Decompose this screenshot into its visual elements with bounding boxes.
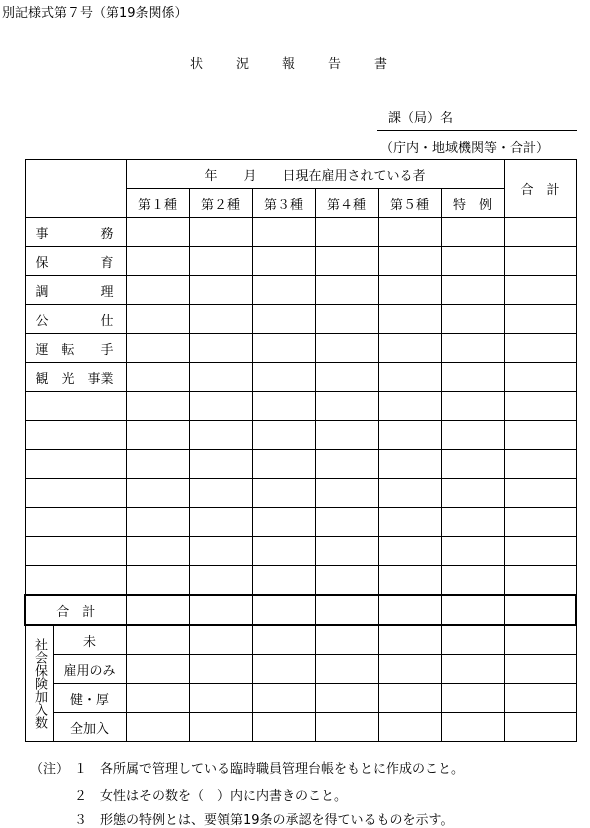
entry-cell[interactable] <box>504 625 576 655</box>
note-text: 形態の特例とは、要領第19条の承認を得ているものを示す。 <box>100 813 454 828</box>
entry-cell[interactable] <box>504 508 576 537</box>
row-label-right: 仕 <box>100 313 114 329</box>
entry-cell[interactable] <box>126 218 189 247</box>
table-row <box>25 305 576 334</box>
table-row <box>25 247 576 276</box>
note-number: ２ <box>74 789 88 804</box>
entry-cell[interactable] <box>126 276 189 305</box>
department-underline <box>377 130 577 131</box>
entry-cell[interactable] <box>252 305 315 334</box>
table-row <box>25 566 576 596</box>
entry-cell[interactable] <box>315 392 378 421</box>
entry-cell[interactable] <box>126 305 189 334</box>
entry-cell[interactable] <box>189 479 252 508</box>
entry-cell[interactable] <box>126 713 189 742</box>
entry-cell[interactable] <box>189 334 252 363</box>
entry-cell[interactable] <box>189 595 252 625</box>
row-label <box>25 247 126 276</box>
entry-cell[interactable] <box>315 334 378 363</box>
entry-cell[interactable] <box>441 655 504 684</box>
row-label-blank[interactable] <box>25 537 126 566</box>
title-char: 書 <box>374 57 388 72</box>
header-total: 合 計 <box>504 160 576 218</box>
entry-cell[interactable] <box>252 537 315 566</box>
table-row <box>25 363 576 392</box>
entry-cell[interactable] <box>441 537 504 566</box>
entry-cell[interactable] <box>504 363 576 392</box>
note-number: １ <box>74 762 88 777</box>
entry-cell[interactable] <box>189 421 252 450</box>
entry-cell[interactable] <box>189 713 252 742</box>
entry-cell[interactable] <box>126 363 189 392</box>
row-label <box>25 334 126 363</box>
row-label-left: 調 <box>35 284 49 300</box>
entry-cell[interactable] <box>378 421 441 450</box>
entry-cell[interactable] <box>315 305 378 334</box>
entry-cell[interactable] <box>378 625 441 655</box>
entry-cell[interactable] <box>315 713 378 742</box>
table-row <box>25 450 576 479</box>
row-label-blank[interactable] <box>25 479 126 508</box>
note-text: 女性はその数を（ ）内に内書きのこと。 <box>100 789 348 804</box>
entry-cell[interactable] <box>378 363 441 392</box>
note-head: （注） <box>30 762 70 777</box>
entry-cell[interactable] <box>189 450 252 479</box>
entry-cell[interactable] <box>504 655 576 684</box>
entry-cell[interactable] <box>315 450 378 479</box>
entry-cell[interactable] <box>126 479 189 508</box>
entry-cell[interactable] <box>441 421 504 450</box>
entry-cell[interactable] <box>441 305 504 334</box>
entry-cell[interactable] <box>252 363 315 392</box>
table-row <box>25 479 576 508</box>
note-text: 各所属で管理している臨時職員管理台帳をもとに作成のこと。 <box>100 762 465 777</box>
row-label-blank[interactable] <box>25 508 126 537</box>
entry-cell[interactable] <box>315 479 378 508</box>
entry-cell[interactable] <box>252 684 315 713</box>
note-item <box>30 809 454 828</box>
insurance-row-label: 未 <box>53 625 126 655</box>
entry-cell[interactable] <box>315 247 378 276</box>
entry-cell[interactable] <box>126 421 189 450</box>
entry-cell[interactable] <box>441 625 504 655</box>
entry-cell[interactable] <box>378 276 441 305</box>
row-label-right: 業 <box>100 371 114 387</box>
entry-cell[interactable] <box>378 537 441 566</box>
entry-cell[interactable] <box>504 450 576 479</box>
entry-cell[interactable] <box>504 595 576 625</box>
entry-cell[interactable] <box>378 334 441 363</box>
entry-cell[interactable] <box>252 247 315 276</box>
entry-cell[interactable] <box>315 218 378 247</box>
row-label <box>25 305 126 334</box>
department-note: （庁内・地域機関等・合計） <box>380 141 550 156</box>
entry-cell[interactable] <box>126 625 189 655</box>
entry-cell[interactable] <box>126 392 189 421</box>
entry-cell[interactable] <box>189 655 252 684</box>
insurance-group-label: 社会保険加入数 <box>25 625 53 742</box>
document-title <box>190 53 420 72</box>
entry-cell[interactable] <box>252 655 315 684</box>
title-char: 告 <box>328 57 342 72</box>
table-row <box>25 392 576 421</box>
total-row-label: 合 計 <box>25 595 126 625</box>
entry-cell[interactable] <box>189 625 252 655</box>
insurance-row-label: 健・厚 <box>53 684 126 713</box>
row-label-left: 公 <box>35 313 49 329</box>
entry-cell[interactable] <box>504 421 576 450</box>
entry-cell[interactable] <box>441 392 504 421</box>
row-label-blank[interactable] <box>25 566 126 596</box>
entry-cell[interactable] <box>441 684 504 713</box>
entry-cell[interactable] <box>441 363 504 392</box>
insurance-row <box>25 684 576 713</box>
insurance-row-label: 雇用のみ <box>53 655 126 684</box>
entry-cell[interactable] <box>504 218 576 247</box>
entry-cell[interactable] <box>315 625 378 655</box>
column-header: 特 例 <box>441 189 504 218</box>
entry-cell[interactable] <box>252 276 315 305</box>
row-label-left: 保 <box>35 255 49 271</box>
entry-cell[interactable] <box>315 655 378 684</box>
entry-cell[interactable] <box>441 713 504 742</box>
entry-cell[interactable] <box>378 247 441 276</box>
note-number: ３ <box>74 813 88 828</box>
entry-cell[interactable] <box>504 334 576 363</box>
entry-cell[interactable] <box>504 392 576 421</box>
entry-cell[interactable] <box>441 566 504 596</box>
entry-cell[interactable] <box>378 684 441 713</box>
entry-cell[interactable] <box>126 537 189 566</box>
table-row <box>25 421 576 450</box>
column-header: 第１種 <box>126 189 189 218</box>
insurance-row <box>25 713 576 742</box>
column-header: 第４種 <box>315 189 378 218</box>
department-label: 課（局）名 <box>388 111 454 126</box>
entry-cell[interactable] <box>504 684 576 713</box>
entry-cell[interactable] <box>189 684 252 713</box>
entry-cell[interactable] <box>252 392 315 421</box>
entry-cell[interactable] <box>441 508 504 537</box>
row-label-left: 観 光 事 <box>35 371 101 387</box>
entry-cell[interactable] <box>252 625 315 655</box>
column-header: 第５種 <box>378 189 441 218</box>
entry-cell[interactable] <box>126 684 189 713</box>
status-report-table <box>24 159 577 742</box>
entry-cell[interactable] <box>252 508 315 537</box>
entry-cell[interactable] <box>378 566 441 596</box>
entry-cell[interactable] <box>378 392 441 421</box>
entry-cell[interactable] <box>126 508 189 537</box>
form-label: 別記様式第７号（第19条関係） <box>2 6 188 21</box>
entry-cell[interactable] <box>189 537 252 566</box>
column-header: 第２種 <box>189 189 252 218</box>
table-row <box>25 276 576 305</box>
entry-cell[interactable] <box>441 334 504 363</box>
corner-cell <box>25 160 126 218</box>
entry-cell[interactable] <box>252 479 315 508</box>
insurance-row <box>25 625 576 655</box>
insurance-row-label: 全加入 <box>53 713 126 742</box>
entry-cell[interactable] <box>504 479 576 508</box>
entry-cell[interactable] <box>378 713 441 742</box>
entry-cell[interactable] <box>378 218 441 247</box>
entry-cell[interactable] <box>189 363 252 392</box>
row-label-left: 事 <box>35 226 49 242</box>
entry-cell[interactable] <box>315 566 378 596</box>
entry-cell[interactable] <box>504 537 576 566</box>
row-label <box>25 363 126 392</box>
entry-cell[interactable] <box>315 421 378 450</box>
entry-cell[interactable] <box>378 479 441 508</box>
entry-cell[interactable] <box>315 537 378 566</box>
table-row <box>25 537 576 566</box>
entry-cell[interactable] <box>189 508 252 537</box>
entry-cell[interactable] <box>378 595 441 625</box>
entry-cell[interactable] <box>441 450 504 479</box>
entry-cell[interactable] <box>378 305 441 334</box>
row-label-right: 務 <box>100 226 114 242</box>
entry-cell[interactable] <box>189 305 252 334</box>
row-label-blank[interactable] <box>25 392 126 421</box>
entry-cell[interactable] <box>189 247 252 276</box>
row-label-right: 理 <box>100 284 114 300</box>
table-row <box>25 218 576 247</box>
row-label-right: 手 <box>100 342 114 358</box>
entry-cell[interactable] <box>189 276 252 305</box>
row-label-blank[interactable] <box>25 450 126 479</box>
entry-cell[interactable] <box>441 595 504 625</box>
entry-cell[interactable] <box>378 655 441 684</box>
entry-cell[interactable] <box>189 392 252 421</box>
entry-cell[interactable] <box>252 334 315 363</box>
entry-cell[interactable] <box>315 508 378 537</box>
entry-cell[interactable] <box>504 713 576 742</box>
column-header: 第３種 <box>252 189 315 218</box>
entry-cell[interactable] <box>315 595 378 625</box>
entry-cell[interactable] <box>504 276 576 305</box>
entry-cell[interactable] <box>252 450 315 479</box>
entry-cell[interactable] <box>504 305 576 334</box>
entry-cell[interactable] <box>315 363 378 392</box>
entry-cell[interactable] <box>126 655 189 684</box>
entry-cell[interactable] <box>126 334 189 363</box>
entry-cell[interactable] <box>126 247 189 276</box>
entry-cell[interactable] <box>441 276 504 305</box>
row-label <box>25 218 126 247</box>
entry-cell[interactable] <box>315 684 378 713</box>
row-label-blank[interactable] <box>25 421 126 450</box>
entry-cell[interactable] <box>378 508 441 537</box>
insurance-row <box>25 655 576 684</box>
entry-cell[interactable] <box>252 566 315 596</box>
entry-cell[interactable] <box>441 479 504 508</box>
note-item <box>30 785 347 804</box>
entry-cell[interactable] <box>126 595 189 625</box>
entry-cell[interactable] <box>378 450 441 479</box>
row-label <box>25 276 126 305</box>
header-date-employed: 年 月 日現在雇用されている者 <box>126 160 504 189</box>
row-label-left: 運 転 <box>35 342 75 358</box>
title-char: 況 <box>236 57 250 72</box>
entry-cell[interactable] <box>126 566 189 596</box>
entry-cell[interactable] <box>315 276 378 305</box>
table-row <box>25 508 576 537</box>
table-row <box>25 334 576 363</box>
note-item <box>30 758 464 777</box>
entry-cell[interactable] <box>252 713 315 742</box>
entry-cell[interactable] <box>441 218 504 247</box>
entry-cell[interactable] <box>504 247 576 276</box>
entry-cell[interactable] <box>252 421 315 450</box>
entry-cell[interactable] <box>504 566 576 596</box>
title-char: 状 <box>190 57 204 72</box>
entry-cell[interactable] <box>189 566 252 596</box>
entry-cell[interactable] <box>126 450 189 479</box>
entry-cell[interactable] <box>189 218 252 247</box>
entry-cell[interactable] <box>252 218 315 247</box>
title-char: 報 <box>282 57 296 72</box>
entry-cell[interactable] <box>441 247 504 276</box>
row-label-right: 育 <box>100 255 114 271</box>
total-row <box>25 595 576 625</box>
entry-cell[interactable] <box>252 595 315 625</box>
